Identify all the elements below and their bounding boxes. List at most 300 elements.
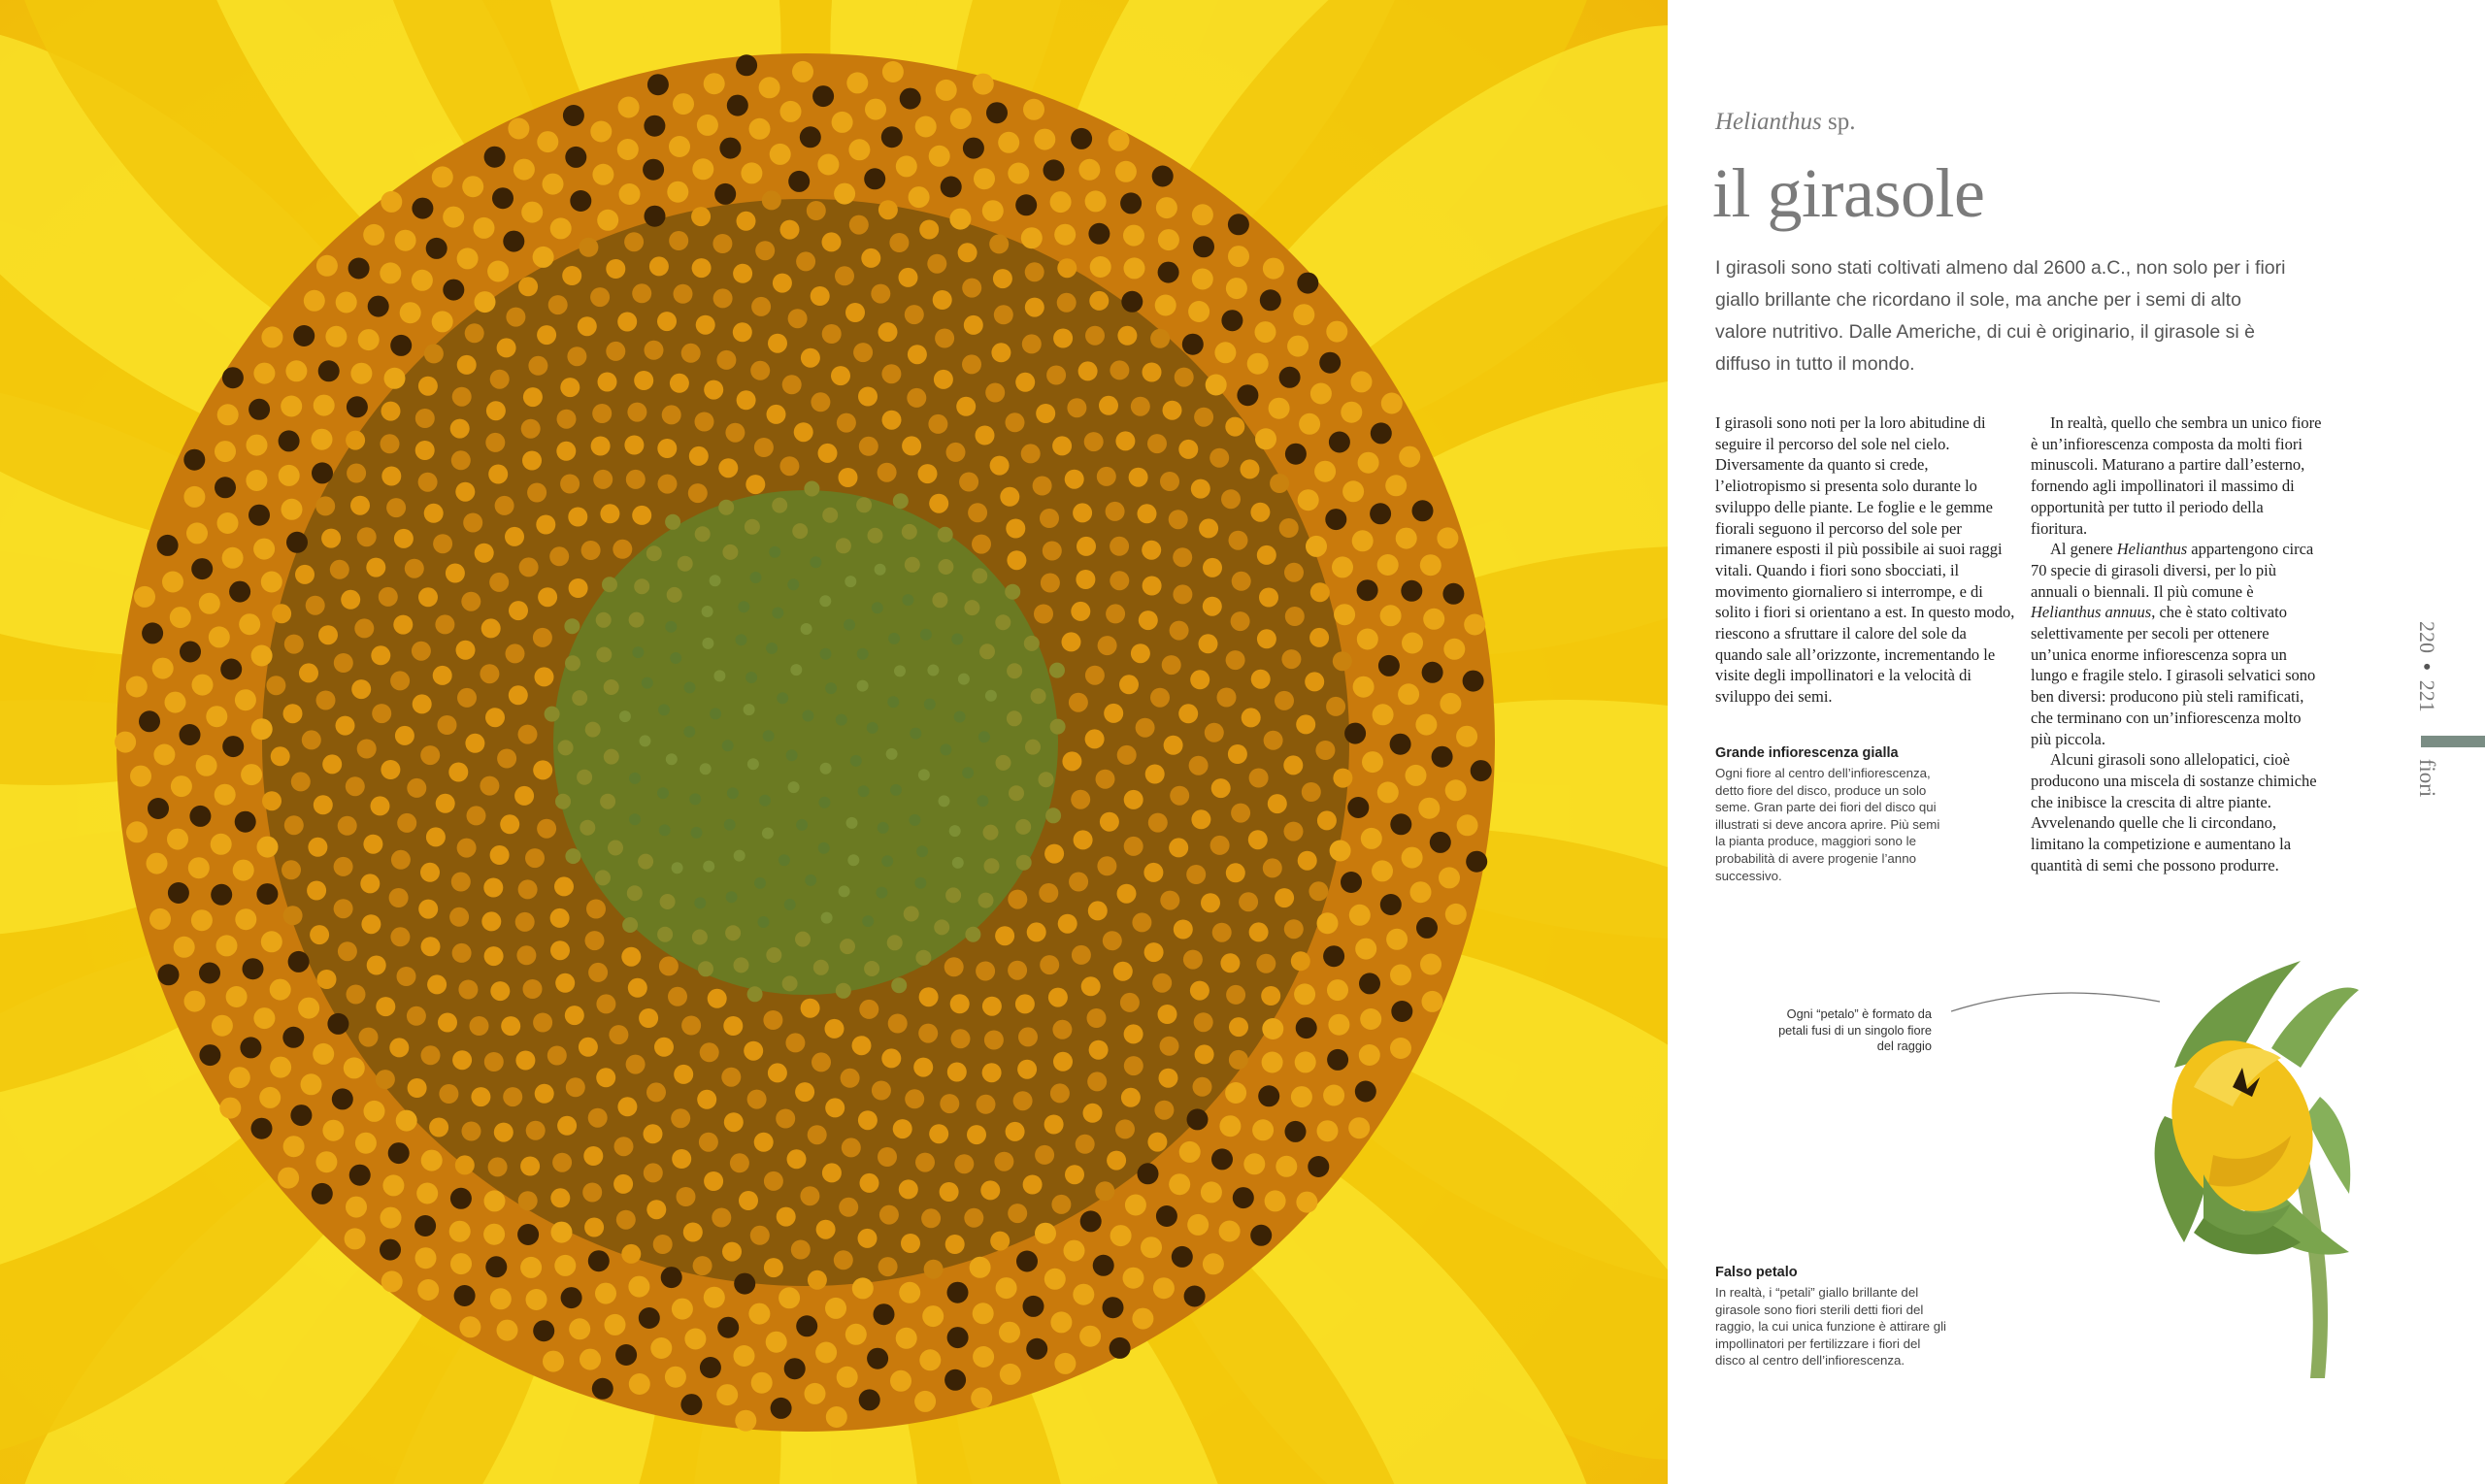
text-run: Al genere bbox=[2050, 540, 2117, 559]
disc-floret bbox=[558, 740, 574, 755]
disc-floret bbox=[1206, 375, 1227, 396]
disc-floret bbox=[938, 559, 953, 575]
disc-floret bbox=[787, 578, 799, 590]
disc-floret bbox=[733, 264, 752, 283]
disc-floret bbox=[1229, 1050, 1248, 1070]
disc-floret bbox=[588, 1108, 608, 1128]
disc-floret bbox=[672, 1149, 691, 1169]
disc-floret bbox=[677, 1187, 696, 1206]
disc-floret bbox=[598, 373, 617, 392]
disc-floret bbox=[515, 1051, 535, 1071]
disc-floret bbox=[316, 255, 338, 277]
disc-floret bbox=[168, 882, 189, 904]
disc-floret bbox=[980, 1180, 1000, 1200]
disc-floret bbox=[683, 1223, 703, 1242]
disc-floret bbox=[261, 931, 282, 952]
disc-floret bbox=[881, 364, 901, 383]
disc-floret bbox=[253, 363, 275, 384]
disc-floret bbox=[1386, 929, 1408, 950]
disc-floret bbox=[695, 526, 711, 542]
disc-floret bbox=[338, 941, 357, 961]
disc-floret bbox=[1097, 856, 1116, 875]
disc-floret bbox=[346, 1197, 367, 1218]
disc-floret bbox=[293, 325, 315, 346]
disc-floret bbox=[971, 1387, 992, 1408]
disc-floret bbox=[667, 181, 688, 203]
disc-floret bbox=[446, 564, 465, 583]
disc-floret bbox=[1050, 191, 1072, 213]
disc-floret bbox=[845, 303, 865, 322]
disc-floret bbox=[1007, 710, 1022, 726]
disc-floret bbox=[1291, 951, 1310, 971]
disc-floret bbox=[240, 1037, 261, 1058]
disc-floret bbox=[744, 704, 755, 715]
disc-floret bbox=[1115, 431, 1135, 450]
disc-floret bbox=[248, 505, 270, 526]
disc-floret bbox=[595, 1283, 616, 1304]
disc-floret bbox=[700, 763, 712, 775]
disc-floret bbox=[1036, 404, 1055, 423]
disc-floret bbox=[922, 1305, 944, 1327]
petal-annotation: Ogni “petalo” è formato da petali fusi di un singolo fiore del raggio bbox=[1778, 1006, 1932, 1053]
disc-floret bbox=[149, 908, 171, 930]
disc-floret bbox=[543, 1351, 564, 1372]
disc-floret bbox=[1359, 973, 1380, 994]
disc-floret bbox=[386, 498, 406, 517]
disc-floret bbox=[415, 1247, 437, 1269]
disc-floret bbox=[1226, 650, 1245, 670]
disc-floret bbox=[1170, 621, 1189, 641]
body-paragraph: In realtà, quello che sembra un unico fiore è un’infiorescenza composta da molti fiori minuscoli. Maturano a partire dall’esterno, fornendo agli impollinatori il massimo di opportunità per tutto il periodo della fioritura. bbox=[2031, 413, 2322, 538]
disc-floret bbox=[989, 234, 1009, 253]
disc-floret bbox=[226, 986, 248, 1007]
disc-floret bbox=[492, 187, 514, 209]
disc-floret bbox=[811, 286, 830, 306]
disc-floret bbox=[505, 527, 524, 546]
disc-floret bbox=[199, 1044, 220, 1066]
disc-floret bbox=[1089, 291, 1109, 311]
disc-floret bbox=[929, 146, 950, 167]
disc-floret bbox=[1325, 509, 1346, 530]
disc-floret bbox=[495, 496, 514, 515]
disc-floret bbox=[503, 231, 524, 252]
disc-floret bbox=[1110, 571, 1129, 590]
disc-floret bbox=[825, 682, 837, 694]
disc-floret bbox=[680, 1394, 702, 1415]
disc-floret bbox=[794, 422, 813, 442]
disc-floret bbox=[822, 232, 842, 251]
disc-floret bbox=[279, 430, 300, 451]
disc-floret bbox=[1083, 1104, 1103, 1123]
disc-floret bbox=[1018, 1027, 1038, 1046]
page-separator: • bbox=[2415, 663, 2439, 671]
disc-floret bbox=[719, 138, 741, 159]
disc-floret bbox=[148, 798, 169, 819]
disc-floret bbox=[973, 74, 994, 95]
disc-floret bbox=[994, 1152, 1013, 1171]
disc-floret bbox=[1221, 489, 1241, 509]
disc-floret bbox=[795, 932, 811, 947]
disc-floret bbox=[1050, 719, 1066, 735]
disc-floret bbox=[644, 1124, 663, 1143]
disc-floret bbox=[973, 1303, 994, 1324]
disc-floret bbox=[779, 854, 790, 866]
disc-floret bbox=[666, 753, 678, 765]
disc-floret bbox=[206, 706, 227, 727]
disc-floret bbox=[958, 674, 970, 685]
disc-floret bbox=[1076, 570, 1095, 589]
disc-floret bbox=[959, 473, 978, 492]
disc-floret bbox=[537, 131, 558, 152]
disc-floret bbox=[882, 61, 904, 82]
disc-floret bbox=[936, 80, 957, 101]
disc-floret bbox=[790, 664, 802, 676]
disc-floret bbox=[1341, 402, 1362, 423]
disc-floret bbox=[1115, 161, 1137, 182]
section-tab-marker bbox=[2421, 736, 2485, 747]
disc-floret bbox=[1044, 159, 1065, 181]
disc-floret bbox=[458, 980, 478, 1000]
disc-floret bbox=[639, 1307, 660, 1329]
disc-floret bbox=[1257, 629, 1276, 648]
disc-floret bbox=[723, 1016, 743, 1036]
disc-floret bbox=[1299, 413, 1320, 435]
genus-suffix: sp. bbox=[1821, 109, 1856, 135]
disc-floret bbox=[592, 404, 612, 423]
disc-floret bbox=[908, 345, 927, 364]
disc-floret bbox=[1123, 225, 1144, 247]
disc-floret bbox=[681, 344, 701, 363]
disc-floret bbox=[1252, 1119, 1274, 1140]
disc-floret bbox=[1123, 1268, 1144, 1289]
disc-floret bbox=[371, 796, 390, 815]
disc-floret bbox=[777, 1207, 796, 1227]
disc-floret bbox=[907, 388, 926, 408]
disc-floret bbox=[868, 528, 883, 544]
disc-floret bbox=[1178, 440, 1198, 459]
caption-title-false-petal: Falso petalo bbox=[1715, 1265, 1798, 1280]
disc-floret bbox=[465, 734, 484, 753]
disc-floret bbox=[566, 1077, 585, 1097]
disc-floret bbox=[825, 1298, 846, 1319]
disc-floret bbox=[724, 819, 736, 831]
disc-floret bbox=[165, 692, 186, 713]
disc-floret bbox=[842, 1138, 861, 1157]
disc-floret bbox=[1087, 1008, 1107, 1028]
disc-floret bbox=[954, 711, 966, 723]
disc-floret bbox=[408, 1078, 427, 1098]
disc-floret bbox=[657, 927, 673, 942]
disc-floret bbox=[432, 166, 453, 187]
disc-floret bbox=[1443, 639, 1465, 660]
disc-floret bbox=[1415, 714, 1437, 736]
disc-floret bbox=[522, 451, 542, 471]
disc-floret bbox=[996, 755, 1011, 771]
disc-floret bbox=[199, 593, 220, 614]
disc-floret bbox=[1348, 1117, 1370, 1138]
disc-floret bbox=[1432, 746, 1453, 768]
disc-floret bbox=[251, 1118, 273, 1139]
disc-floret bbox=[1308, 1156, 1329, 1177]
disc-floret bbox=[215, 441, 236, 462]
disc-floret bbox=[1233, 1187, 1254, 1208]
disc-floret bbox=[457, 355, 477, 375]
disc-floret bbox=[657, 312, 677, 331]
disc-floret bbox=[429, 1118, 448, 1138]
disc-floret bbox=[1170, 786, 1189, 806]
disc-floret bbox=[443, 207, 464, 228]
disc-floret bbox=[1262, 1052, 1283, 1073]
disc-floret bbox=[1243, 1153, 1265, 1174]
body-paragraph bbox=[2031, 539, 2322, 749]
disc-floret bbox=[700, 1357, 721, 1378]
disc-floret bbox=[812, 1052, 831, 1072]
disc-floret bbox=[1191, 479, 1210, 499]
disc-floret bbox=[1294, 983, 1315, 1005]
disc-floret bbox=[940, 1094, 959, 1113]
disc-floret bbox=[266, 676, 285, 695]
disc-floret bbox=[878, 322, 898, 342]
disc-floret bbox=[963, 138, 984, 159]
disc-floret bbox=[887, 935, 903, 950]
disc-floret bbox=[787, 1149, 807, 1169]
disc-floret bbox=[739, 1191, 758, 1210]
disc-floret bbox=[1124, 837, 1143, 856]
disc-floret bbox=[644, 115, 665, 137]
disc-floret bbox=[1194, 408, 1213, 427]
disc-floret bbox=[533, 628, 552, 647]
disc-floret bbox=[688, 483, 708, 503]
disc-floret bbox=[713, 670, 725, 681]
disc-floret bbox=[915, 950, 931, 966]
disc-floret bbox=[1332, 556, 1353, 577]
disc-floret bbox=[660, 894, 676, 909]
disc-floret bbox=[958, 243, 977, 262]
disc-floret bbox=[1214, 342, 1236, 363]
disc-floret bbox=[191, 909, 213, 931]
disc-floret bbox=[494, 1123, 514, 1142]
disc-floret bbox=[1333, 651, 1352, 671]
disc-floret bbox=[412, 270, 433, 291]
disc-floret bbox=[1054, 224, 1076, 246]
disc-floret bbox=[763, 730, 775, 742]
disc-floret bbox=[347, 396, 368, 417]
disc-floret bbox=[758, 916, 770, 928]
disc-floret bbox=[746, 672, 757, 683]
disc-floret bbox=[725, 925, 741, 940]
disc-floret bbox=[722, 544, 738, 560]
disc-floret bbox=[1089, 1040, 1109, 1060]
disc-floret bbox=[865, 99, 886, 120]
disc-floret bbox=[684, 681, 696, 693]
disc-floret bbox=[393, 615, 413, 635]
disc-floret bbox=[376, 1070, 395, 1089]
disc-floret bbox=[1160, 1037, 1179, 1056]
disc-floret bbox=[1211, 1148, 1233, 1170]
disc-floret bbox=[565, 147, 586, 168]
disc-floret bbox=[253, 1007, 275, 1029]
disc-floret bbox=[518, 277, 538, 296]
disc-floret bbox=[1043, 542, 1062, 561]
disc-floret bbox=[746, 475, 765, 494]
disc-floret bbox=[438, 715, 457, 735]
disc-floret bbox=[1377, 781, 1399, 803]
disc-floret bbox=[222, 367, 244, 388]
disc-floret bbox=[613, 1174, 633, 1194]
disc-floret bbox=[1081, 976, 1101, 996]
disc-floret bbox=[490, 370, 510, 389]
disc-floret bbox=[858, 387, 878, 407]
disc-floret bbox=[1287, 336, 1309, 357]
disc-floret bbox=[785, 1033, 805, 1052]
disc-floret bbox=[569, 1318, 590, 1339]
disc-floret bbox=[347, 464, 366, 483]
disc-floret bbox=[1080, 1210, 1102, 1232]
disc-floret bbox=[626, 470, 646, 489]
disc-floret bbox=[1090, 256, 1111, 278]
disc-floret bbox=[1138, 1163, 1159, 1184]
disc-floret bbox=[767, 405, 786, 424]
disc-floret bbox=[1284, 563, 1304, 582]
disc-floret bbox=[967, 1125, 986, 1144]
disc-floret bbox=[1079, 1326, 1101, 1347]
disc-floret bbox=[932, 592, 947, 608]
disc-floret bbox=[744, 1041, 763, 1061]
disc-floret bbox=[629, 773, 641, 784]
disc-floret bbox=[1445, 779, 1467, 801]
disc-floret bbox=[432, 311, 453, 332]
disc-floret bbox=[864, 961, 879, 976]
disc-floret bbox=[710, 708, 721, 719]
disc-floret bbox=[152, 658, 174, 679]
disc-floret bbox=[949, 209, 971, 230]
disc-floret bbox=[310, 925, 329, 944]
disc-floret bbox=[780, 220, 800, 240]
disc-floret bbox=[1228, 246, 1249, 267]
disc-floret bbox=[590, 287, 610, 307]
disc-floret bbox=[1007, 663, 1022, 678]
disc-floret bbox=[1359, 1044, 1380, 1066]
disc-floret bbox=[678, 556, 693, 572]
disc-floret bbox=[484, 946, 504, 966]
caption-title-inflorescence: Grande infiorescenza gialla bbox=[1715, 745, 1899, 761]
disc-floret bbox=[1164, 736, 1183, 755]
disc-floret bbox=[220, 659, 242, 680]
disc-floret bbox=[1306, 536, 1327, 557]
disc-floret bbox=[318, 625, 338, 644]
disc-floret bbox=[514, 159, 535, 181]
disc-floret bbox=[1284, 919, 1304, 939]
disc-floret bbox=[484, 1052, 504, 1072]
disc-floret bbox=[1169, 1173, 1190, 1195]
disc-floret bbox=[130, 766, 151, 787]
disc-floret bbox=[241, 764, 262, 785]
disc-floret bbox=[751, 297, 771, 316]
disc-floret bbox=[1291, 1086, 1312, 1107]
disc-floret bbox=[595, 870, 611, 885]
disc-floret bbox=[1183, 950, 1203, 970]
disc-floret bbox=[1226, 985, 1245, 1005]
disc-floret bbox=[747, 986, 763, 1002]
disc-floret bbox=[629, 1373, 650, 1395]
disc-floret bbox=[278, 1168, 299, 1189]
disc-floret bbox=[813, 960, 829, 975]
disc-floret bbox=[1228, 214, 1249, 235]
body-paragraph: I girasoli sono noti per la loro abitudine di seguire il percorso del sole nel cielo. Diversamente da quanto si crede, l’eliotropismo si presenta solo durante lo sviluppo delle piante. Le foglie e le gemme fiorali seguono il percorso del sole per rimanere esposti il più possibile ai suoi raggi vitali. Quando i fiori sono sbocciati, il movimento giornaliero si interrompe, e di solito i fiori si orientano a est. In questo modo, riescono a sfruttare il calore del sole da quando sale all’orizzonte, incrementando le visite degli impollinatori e la velocità di sviluppo dei semi. bbox=[1715, 413, 2015, 707]
disc-floret bbox=[835, 266, 854, 285]
disc-floret bbox=[1199, 634, 1218, 653]
disc-floret bbox=[1015, 819, 1031, 835]
disc-floret bbox=[962, 767, 974, 778]
disc-floret bbox=[776, 1109, 795, 1129]
disc-floret bbox=[681, 1016, 701, 1036]
disc-floret bbox=[503, 1087, 522, 1106]
disc-floret bbox=[565, 1006, 584, 1025]
disc-floret bbox=[1187, 1108, 1209, 1130]
disc-floret bbox=[283, 906, 303, 925]
disc-floret bbox=[367, 956, 386, 975]
disc-floret bbox=[295, 565, 315, 584]
disc-floret bbox=[628, 978, 647, 998]
disc-floret bbox=[596, 994, 615, 1013]
disc-floret bbox=[602, 577, 617, 592]
disc-floret bbox=[800, 1186, 819, 1205]
disc-floret bbox=[1117, 745, 1137, 765]
disc-floret bbox=[604, 679, 619, 695]
disc-floret bbox=[1396, 528, 1417, 549]
disc-floret bbox=[970, 1257, 991, 1278]
disc-floret bbox=[779, 1287, 800, 1308]
annotation-leader-line bbox=[1951, 993, 2160, 1011]
disc-floret bbox=[325, 326, 347, 347]
disc-floret bbox=[713, 288, 733, 308]
disc-floret bbox=[844, 619, 855, 631]
disc-floret bbox=[618, 97, 640, 118]
disc-floret bbox=[689, 793, 701, 805]
disc-floret bbox=[354, 618, 374, 638]
disc-floret bbox=[457, 688, 477, 708]
disc-floret bbox=[418, 377, 438, 396]
disc-floret bbox=[1046, 366, 1066, 385]
disc-floret bbox=[1297, 273, 1318, 294]
disc-floret bbox=[470, 1016, 489, 1036]
disc-floret bbox=[439, 1084, 458, 1104]
disc-floret bbox=[751, 1372, 773, 1394]
disc-floret bbox=[485, 708, 505, 727]
disc-floret bbox=[796, 1315, 817, 1336]
disc-floret bbox=[1422, 662, 1443, 683]
disc-floret bbox=[557, 1116, 577, 1136]
disc-floret bbox=[708, 989, 727, 1008]
disc-floret bbox=[646, 1082, 666, 1102]
disc-floret bbox=[578, 316, 597, 336]
disc-floret bbox=[924, 1260, 944, 1279]
disc-floret bbox=[246, 470, 267, 491]
disc-floret bbox=[1464, 614, 1485, 636]
disc-floret bbox=[191, 558, 213, 579]
disc-floret bbox=[947, 1327, 969, 1348]
disc-floret bbox=[909, 186, 930, 208]
disc-floret bbox=[336, 292, 357, 313]
disc-floret bbox=[1258, 1085, 1279, 1106]
disc-floret bbox=[702, 606, 713, 617]
disc-floret bbox=[1237, 384, 1258, 406]
disc-floret bbox=[1190, 670, 1209, 689]
disc-floret bbox=[712, 234, 732, 253]
disc-floret bbox=[1457, 814, 1478, 836]
disc-floret bbox=[1390, 813, 1411, 835]
disc-floret bbox=[659, 956, 679, 975]
